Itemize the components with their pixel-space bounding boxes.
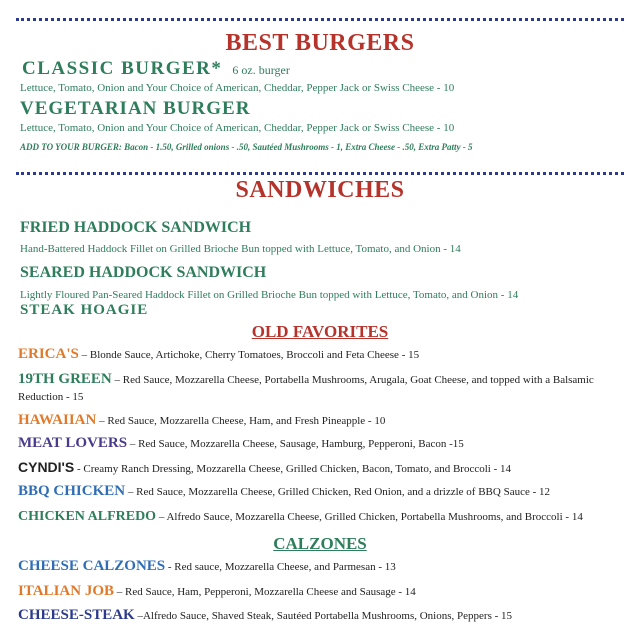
calzone-item-name: CHEESE-STEAK: [18, 607, 135, 623]
classic-burger-desc: Lettuce, Tomato, Onion and Your Choice of American, Cheddar, Pepper Jack or Swiss Cheese - 10: [20, 82, 455, 94]
fav-item-desc: – Red Sauce, Mozzarella Cheese, Sausage, Hamburg, Pepperoni, Bacon -15: [127, 438, 464, 450]
divider-middle: [16, 172, 624, 175]
fav-item-chicken-alfredo: [18, 509, 583, 525]
fav-item-desc: – Red Sauce, Mozzarella Cheese, Ham, and Fresh Pineapple - 10: [96, 415, 386, 427]
fav-item-desc: – Red Sauce, Mozzarella Cheese, Grilled Chicken, Red Onion, and a drizzle of BBQ Sauce - 12: [125, 486, 551, 498]
fav-item-cyndis: [18, 459, 511, 475]
section-title-favorites: OLD FAVORITES: [251, 322, 389, 341]
fav-item-desc: – Alfredo Sauce, Mozzarella Cheese, Grilled Chicken, Portabella Mushrooms, and Broccoli - 14: [156, 511, 583, 523]
fav-item-name: 19TH GREEN: [18, 371, 112, 387]
calzone-item-cheese-steak: [18, 607, 512, 624]
fav-item-hawaiian: [18, 412, 385, 429]
fav-item-name: MEAT LOVERS: [18, 435, 128, 451]
veg-burger-name: VEGETARIAN BURGER: [20, 98, 251, 119]
seared-haddock-name: SEARED HADDOCK SANDWICH: [20, 264, 267, 281]
fav-item-bbq-chicken: [18, 483, 550, 500]
seared-haddock-desc: Lightly Floured Pan-Seared Haddock Fillet on Grilled Brioche Bun topped with Lettuce, Tomato, and Onion - 14: [20, 289, 519, 301]
fav-item-desc: – Blonde Sauce, Artichoke, Cherry Tomatoes, Broccoli and Feta Cheese - 15: [78, 349, 420, 361]
calzone-item-desc: –Alfredo Sauce, Shaved Steak, Sautéed Portabella Mushrooms, Onions, Peppers - 15: [134, 610, 513, 622]
burger-addons: ADD TO YOUR BURGER: Bacon - 1.50, Grilled onions - .50, Sautéed Mushrooms - 1, Extra Cheese - .50, Extra Patty - 5: [20, 142, 473, 152]
veg-burger-desc: Lettuce, Tomato, Onion and Your Choice of American, Cheddar, Pepper Jack or Swiss Cheese - 10: [20, 122, 455, 134]
fav-item-name: CYNDI'S: [18, 459, 75, 475]
fav-item-name: CHICKEN ALFREDO: [18, 509, 157, 524]
calzone-item-italian-job: [18, 583, 416, 600]
fried-haddock-desc: Hand-Battered Haddock Fillet on Grilled Brioche Bun topped with Lettuce, Tomato, and Onion - 14: [20, 243, 461, 255]
cut-off-item-name: STEAK HOAGIE: [20, 302, 149, 318]
fav-item-desc: - Creamy Ranch Dressing, Mozzarella Cheese, Grilled Chicken, Bacon, Tomato, and Broccoli - 14: [74, 463, 511, 475]
fried-haddock-name: FRIED HADDOCK SANDWICH: [20, 219, 252, 236]
fav-item-name: ERICA'S: [18, 346, 79, 362]
fav-item-meat-lovers: [18, 435, 464, 452]
section-title-sandwiches: SANDWICHES: [235, 177, 405, 203]
calzone-item-name: CHEESE CALZONES: [18, 558, 166, 574]
classic-burger-name: CLASSIC BURGER*: [22, 58, 223, 79]
calzone-item-cheese: [18, 558, 396, 575]
divider-top: [16, 18, 624, 21]
fav-item-name: HAWAIIAN: [18, 412, 97, 428]
calzone-item-name: ITALIAN JOB: [18, 583, 114, 599]
fav-item-19th-green: [18, 371, 618, 406]
fav-item-name: BBQ CHICKEN: [18, 483, 126, 499]
cut-off-item: [20, 302, 160, 318]
classic-burger-heading: [22, 58, 290, 80]
fav-item-ericas: [18, 346, 419, 363]
classic-burger-size: 6 oz. burger: [232, 63, 290, 77]
fav-item-desc: – Red Sauce, Mozzarella Cheese, Portabella Mushrooms, Arugala, Goat Cheese, and topped with a Balsamic Reduction - 15: [18, 374, 594, 403]
section-title-burgers: BEST BURGERS: [225, 30, 415, 56]
calzone-item-desc: – Red Sauce, Ham, Pepperoni, Mozzarella Cheese and Sausage - 14: [114, 586, 416, 598]
calzone-item-desc: - Red sauce, Mozzarella Cheese, and Parmesan - 13: [165, 561, 396, 573]
section-title-calzones: CALZONES: [273, 534, 367, 553]
